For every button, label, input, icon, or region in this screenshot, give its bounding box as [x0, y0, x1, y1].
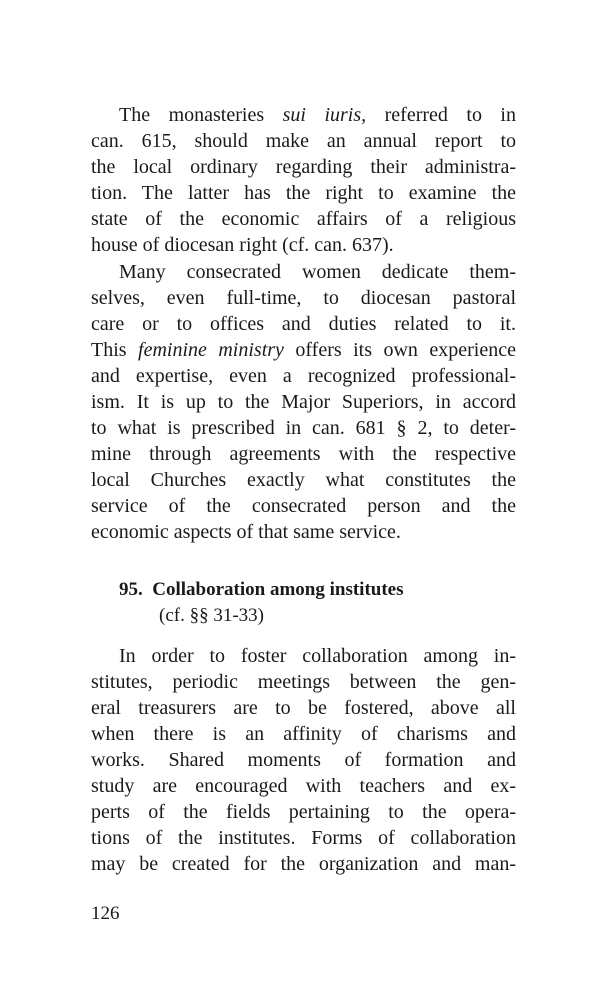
text: stitutes, periodic meetings between the gen- — [91, 671, 516, 693]
paragraph-2-line — [91, 285, 516, 311]
section-title: Collaboration among institutes — [152, 579, 404, 600]
text: local Churches exactly what constitutes the — [91, 469, 516, 491]
text: the local ordinary regarding their administra- — [91, 156, 516, 178]
paragraph-2-line — [91, 363, 516, 389]
paragraph-2-line — [119, 259, 516, 285]
section-reference: (cf. §§ 31-33) — [159, 605, 264, 626]
paragraph-3-line — [91, 669, 516, 695]
paragraph-2-line — [91, 337, 516, 363]
paragraph-3-line — [91, 773, 516, 799]
text: economic aspects of that same service. — [91, 521, 401, 543]
text: may be created for the organization and man- — [91, 853, 516, 875]
text: perts of the fields pertaining to the opera- — [91, 801, 516, 823]
text: eral treasurers are to be fostered, above all — [91, 697, 516, 719]
text: tions of the institutes. Forms of collaboration — [91, 827, 516, 849]
paragraph-2-line — [91, 389, 516, 415]
paragraph-1-line — [91, 180, 516, 206]
text: house of diocesan right (cf. can. 637). — [91, 234, 394, 256]
text: offers its own experience — [283, 339, 516, 361]
paragraph-1-line — [91, 154, 516, 180]
text: service of the consecrated person and the — [91, 495, 516, 517]
paragraph-2-line — [91, 519, 516, 545]
paragraph-3-line — [91, 799, 516, 825]
text: The monasteries — [119, 104, 283, 126]
text: referred to in — [366, 104, 516, 126]
text: to what is prescribed in can. 681 § 2, to deter- — [91, 417, 516, 439]
italic-text: sui iuris, — [282, 104, 367, 126]
text: In order to foster collaboration among in- — [119, 645, 516, 667]
text: can. 615, should make an annual report to — [91, 130, 516, 152]
paragraph-1-line — [119, 102, 516, 128]
text: state of the economic affairs of a religious — [91, 208, 516, 230]
text: tion. The latter has the right to examine the — [91, 182, 516, 204]
text: selves, even full-time, to diocesan pastoral — [91, 287, 516, 309]
page-number: 126 — [91, 903, 120, 924]
paragraph-3-line — [119, 643, 516, 669]
paragraph-1-line — [91, 206, 516, 232]
text: and expertise, even a recognized professional- — [91, 365, 516, 387]
text: study are encouraged with teachers and ex- — [91, 775, 516, 797]
paragraph-2-line — [91, 311, 516, 337]
italic-text: feminine ministry — [138, 339, 284, 361]
paragraph-2-line — [91, 415, 516, 441]
paragraph-3-line — [91, 851, 516, 877]
text: mine through agreements with the respective — [91, 443, 516, 465]
paragraph-1-line — [91, 232, 516, 258]
paragraph-1-line — [91, 128, 516, 154]
text: works. Shared moments of formation and — [91, 749, 516, 771]
paragraph-2-line — [91, 441, 516, 467]
paragraph-3-line — [91, 695, 516, 721]
section-heading — [119, 577, 404, 603]
paragraph-2-line — [91, 493, 516, 519]
paragraph-3-line — [91, 721, 516, 747]
text: Many consecrated women dedicate them- — [119, 261, 516, 283]
text: ism. It is up to the Major Superiors, in accord — [91, 391, 516, 413]
text: care or to offices and duties related to it. — [91, 313, 516, 335]
section-number: 95. — [119, 579, 143, 600]
paragraph-3-line — [91, 747, 516, 773]
paragraph-3-line — [91, 825, 516, 851]
text: when there is an affinity of charisms and — [91, 723, 516, 745]
paragraph-2-line — [91, 467, 516, 493]
text: This — [91, 339, 139, 361]
